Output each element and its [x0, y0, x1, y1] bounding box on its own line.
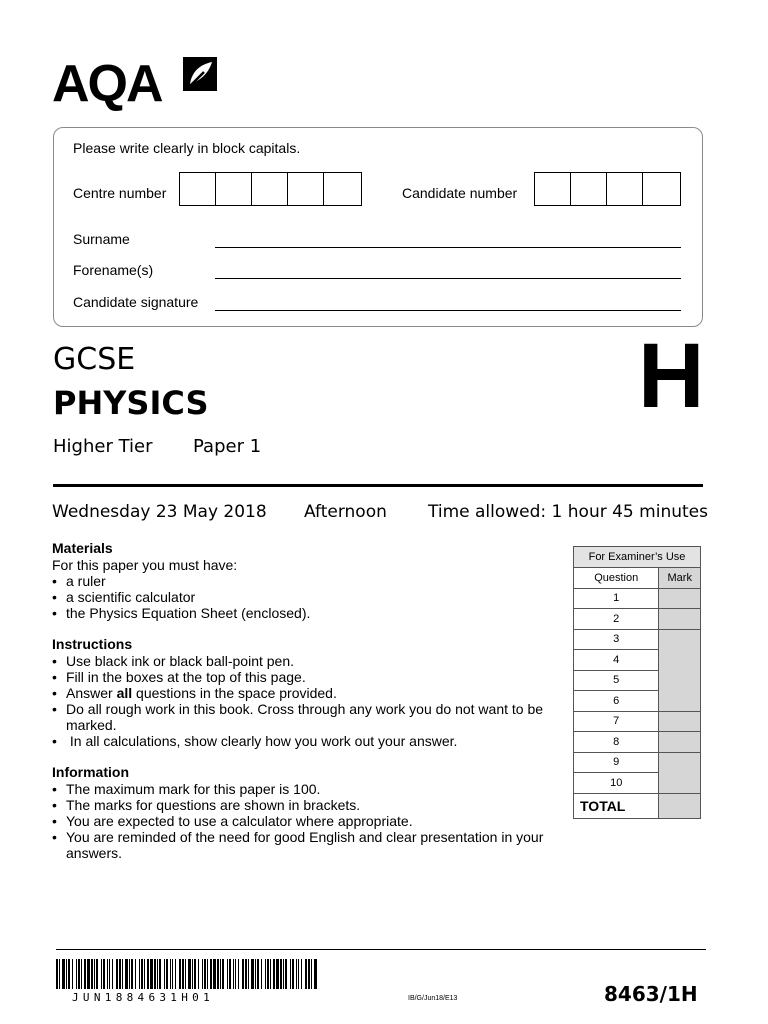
surname-label: Surname: [73, 231, 130, 247]
barcode-bar: [308, 959, 310, 989]
barcode-bar: [298, 959, 299, 989]
barcode-bar: [122, 959, 123, 989]
answer-bold: all: [116, 685, 133, 701]
barcode-bar: [175, 959, 176, 989]
barcode-bar: [242, 959, 244, 989]
barcode-bar: [179, 959, 181, 989]
question-column-header: Question: [574, 568, 659, 589]
footer-divider: [56, 949, 706, 950]
barcode-bar: [81, 959, 82, 989]
aqa-leaf-icon: [182, 56, 218, 92]
barcode-bar: [273, 959, 275, 989]
information-item: • The maximum mark for this paper is 100.: [52, 781, 552, 797]
barcode-bar: [78, 959, 80, 989]
instructions-item: • Use black ink or black ball-point pen.: [52, 653, 552, 669]
exam-session: Afternoon: [304, 502, 387, 522]
barcode-bar: [207, 959, 208, 989]
barcode-bar: [109, 959, 110, 989]
question-number: 3: [574, 629, 659, 650]
centre-number-cell[interactable]: [180, 173, 216, 205]
forename-label: Forename(s): [73, 262, 154, 278]
centre-number-boxes[interactable]: [179, 172, 362, 206]
exam-date: Wednesday 23 May 2018: [52, 502, 267, 522]
materials-intro: For this paper you must have:: [52, 557, 238, 573]
barcode-bar: [314, 959, 317, 989]
barcode-bar: [159, 959, 161, 989]
barcode-bar: [194, 959, 196, 989]
centre-number-cell[interactable]: [288, 173, 324, 205]
barcode-bar: [91, 959, 93, 989]
barcode-bar: [182, 959, 184, 989]
time-allowed: Time allowed: 1 hour 45 minutes: [428, 502, 708, 522]
barcode-bar: [235, 959, 236, 989]
instructions-item: • Do all rough work in this book. Cross through any work you do not want to be marked.: [52, 701, 552, 733]
materials-item: • a ruler: [52, 573, 552, 589]
barcode-bar: [144, 959, 145, 989]
barcode-bar: [135, 959, 136, 989]
barcode-bar: [119, 959, 121, 989]
instructions-heading: Instructions: [52, 636, 133, 652]
centre-number-cell[interactable]: [216, 173, 252, 205]
barcode-bar: [210, 959, 212, 989]
barcode-bar: [84, 959, 86, 989]
information-item: • You are reminded of the need for good English and clear presentation in your answers.: [52, 829, 552, 861]
barcode-bar: [62, 959, 65, 989]
instructions-item-answer: [52, 685, 552, 701]
signature-label: Candidate signature: [73, 294, 199, 310]
question-number: 2: [574, 609, 659, 630]
barcode-bar: [222, 959, 224, 989]
barcode-bar: [96, 959, 98, 989]
centre-number-cell[interactable]: [324, 173, 360, 205]
barcode-bar: [150, 959, 153, 989]
barcode-bar: [147, 959, 149, 989]
materials-item: • a scientific calculator: [52, 589, 552, 605]
paper-code: 8463/1H: [604, 982, 698, 1006]
information-item: • You are expected to use a calculator where appropriate.: [52, 813, 552, 829]
barcode-bar: [292, 959, 294, 989]
barcode-bar: [296, 959, 297, 989]
instructions-item: • In all calculations, show clearly how you work out your answer.: [52, 733, 552, 749]
barcode-bar: [311, 959, 312, 989]
tier-letter: H: [638, 325, 705, 427]
candidate-number-boxes[interactable]: [534, 172, 681, 206]
barcode-bar: [59, 959, 60, 989]
logo-text: AQA: [52, 55, 162, 113]
barcode-bar: [166, 959, 168, 989]
barcode-bar: [251, 959, 254, 989]
barcode-bar: [125, 959, 128, 989]
barcode-bar: [131, 959, 133, 989]
information-section: [52, 764, 552, 861]
barcode-bar: [185, 959, 186, 989]
barcode-bar: [202, 959, 203, 989]
barcode-bar: [290, 959, 291, 989]
barcode-bar: [267, 959, 269, 989]
answer-post: questions in the space provided.: [132, 685, 337, 701]
barcode-bar: [227, 959, 228, 989]
barcode-bar: [139, 959, 140, 989]
barcode-bar: [255, 959, 256, 989]
mark-cell: [659, 732, 701, 753]
candidate-number-cell[interactable]: [643, 173, 679, 205]
barcode-bar: [107, 959, 108, 989]
total-mark-cell: [659, 793, 701, 818]
materials-section: [52, 540, 552, 621]
barcode-bar: [283, 959, 284, 989]
barcode-bar: [220, 959, 221, 989]
barcode-bar: [157, 959, 158, 989]
barcode-bar: [204, 959, 206, 989]
qualification-title: GCSE: [53, 342, 136, 377]
centre-number-cell[interactable]: [252, 173, 288, 205]
barcode-bar: [238, 959, 239, 989]
materials-item: • the Physics Equation Sheet (enclosed).: [52, 605, 552, 621]
barcode-bar: [305, 959, 307, 989]
tier-label: Higher Tier: [53, 436, 153, 457]
paper-reference: IB/G/Jun18/E13: [408, 995, 458, 1002]
barcode-bar: [301, 959, 302, 989]
instructions-section: [52, 636, 552, 749]
question-number: 8: [574, 732, 659, 753]
question-number: 4: [574, 650, 659, 671]
barcode-bar: [257, 959, 259, 989]
candidate-number-cell[interactable]: [571, 173, 607, 205]
question-number: 9: [574, 752, 659, 773]
mark-column-header: Mark: [659, 568, 701, 589]
barcode-bar: [265, 959, 266, 989]
title-divider: [53, 484, 703, 487]
examiner-use-table: [573, 546, 701, 819]
information-heading: Information: [52, 764, 129, 780]
mark-cell: [659, 711, 701, 732]
information-item: • The marks for questions are shown in brackets.: [52, 797, 552, 813]
barcode-bar: [68, 959, 70, 989]
barcode-bar: [217, 959, 219, 989]
mark-cell: [659, 752, 701, 793]
barcode-bar: [129, 959, 130, 989]
barcode-bar: [233, 959, 234, 989]
barcode-bar: [141, 959, 143, 989]
total-label: TOTAL: [574, 793, 659, 818]
answer-pre: Answer: [66, 685, 117, 701]
signature-line[interactable]: [215, 310, 681, 311]
candidate-number-label: Candidate number: [402, 185, 518, 201]
barcode-bar: [248, 959, 249, 989]
aqa-logo: [52, 56, 222, 112]
question-number: 6: [574, 691, 659, 712]
barcode-bar: [154, 959, 156, 989]
question-number: 1: [574, 588, 659, 609]
barcode-bar: [116, 959, 118, 989]
subject-title: PHYSICS: [53, 384, 209, 422]
barcode-bar: [188, 959, 191, 989]
question-number: 7: [574, 711, 659, 732]
mark-cell: [659, 629, 701, 711]
examiner-table-title: For Examiner’s Use: [574, 547, 701, 568]
barcode-bar: [213, 959, 216, 989]
barcode-bar: [285, 959, 287, 989]
forename-line[interactable]: [215, 278, 681, 279]
block-capitals-instruction: Please write clearly in block capitals.: [73, 140, 301, 156]
barcode-bar: [192, 959, 193, 989]
instructions-item: • Fill in the boxes at the top of this page.: [52, 669, 552, 685]
barcode-bar: [94, 959, 95, 989]
barcode-bar: [245, 959, 247, 989]
barcode-bar: [229, 959, 231, 989]
barcode-bar: [76, 959, 77, 989]
barcode-bar: [103, 959, 105, 989]
barcode-text: JUN1884631H01: [72, 991, 214, 1004]
barcode-bar: [276, 959, 279, 989]
paper-label: Paper 1: [193, 436, 262, 457]
mark-cell: [659, 609, 701, 630]
barcode-bar: [112, 959, 113, 989]
barcode-bar: [72, 959, 73, 989]
barcode-bar: [198, 959, 199, 989]
materials-heading: Materials: [52, 540, 113, 556]
barcode-bar: [172, 959, 173, 989]
surname-line[interactable]: [215, 247, 681, 248]
barcode-bar: [66, 959, 67, 989]
question-number: 5: [574, 670, 659, 691]
question-number: 10: [574, 773, 659, 794]
barcode-bar: [101, 959, 102, 989]
barcode-bar: [164, 959, 165, 989]
candidate-number-cell[interactable]: [535, 173, 571, 205]
barcode-bar: [170, 959, 171, 989]
mark-cell: [659, 588, 701, 609]
barcode-bar: [280, 959, 282, 989]
barcode-bar: [56, 959, 58, 989]
barcode-bar: [87, 959, 90, 989]
centre-number-label: Centre number: [73, 185, 167, 201]
barcode-image: [56, 959, 318, 989]
barcode-bar: [261, 959, 262, 989]
barcode-bar: [270, 959, 271, 989]
candidate-number-cell[interactable]: [607, 173, 643, 205]
